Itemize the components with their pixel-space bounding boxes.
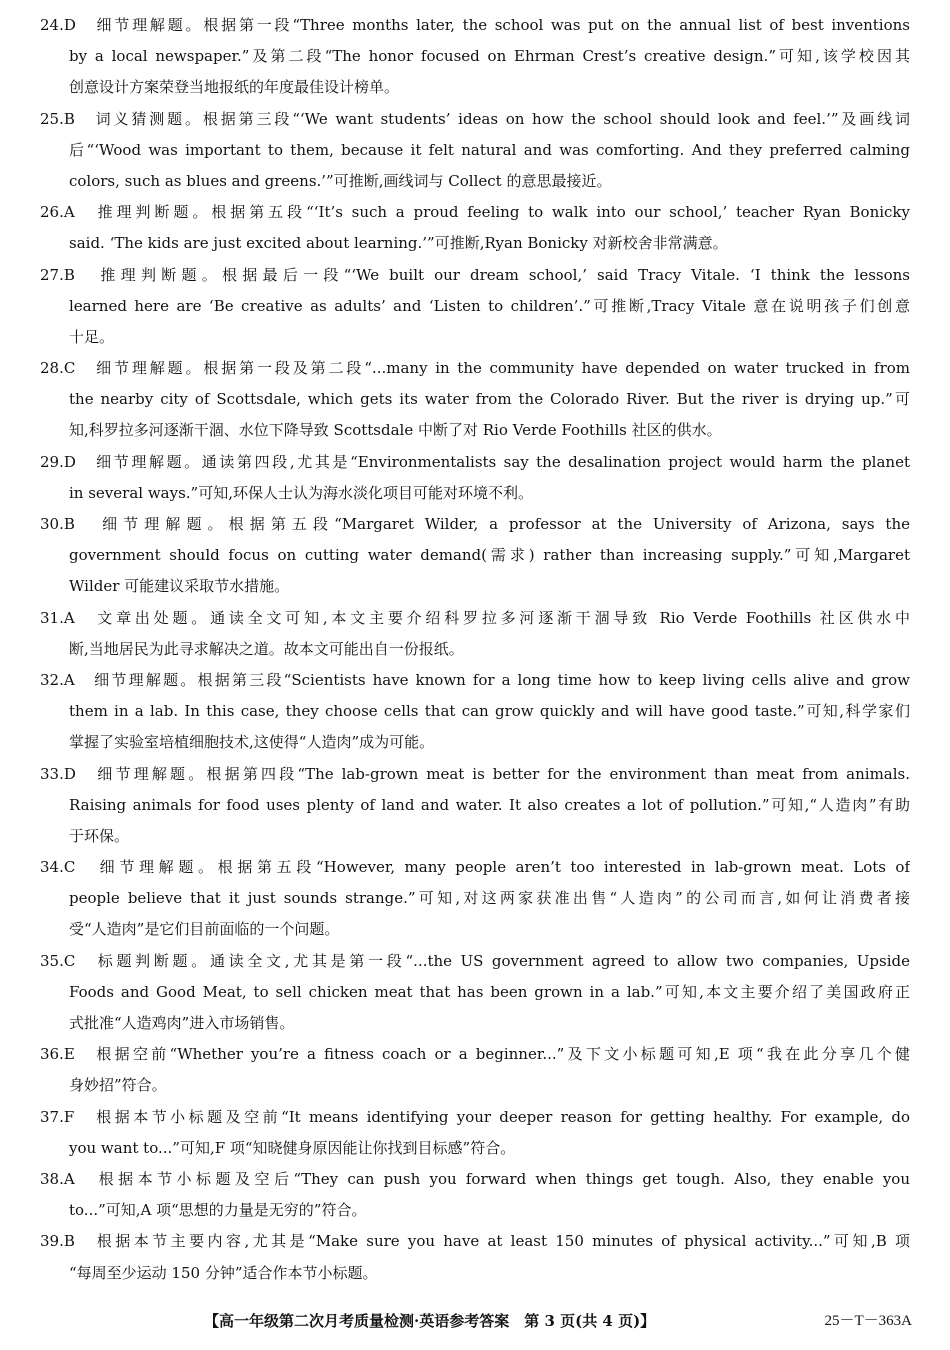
- answer-line: said. ‘The kids are just excited about learning.’”可推断,Ryan Bonicky 对新校舍非常满意。: [69, 234, 728, 253]
- answer-line-first: 38.A 根据本节小标题及空后“They can push you forward when things get tough. Also, they enable you: [40, 1169, 910, 1188]
- footer-document-code: 25－T－363A: [824, 1313, 912, 1329]
- answer-line: 后“‘Wood was important to them, because it felt natural and was comforting. And they preferred calming: [69, 140, 910, 159]
- answer-line-first: 26.A 推理判断题。根据第五段“‘It’s such a proud feeling to walk into our school,’ teacher Ryan Bonicky: [40, 203, 910, 222]
- answer-line: 于环保。: [69, 826, 130, 845]
- answer-line: 断,当地居民为此寻求解决之道。故本文可能出自一份报纸。: [69, 639, 464, 658]
- answer-line: colors, such as blues and greens.’”可推断,画线词与 Collect 的意思最接近。: [69, 171, 612, 190]
- answer-line-first: 34.C 细节理解题。根据第五段“However, many people aren’t too interested in lab-grown meat. Lots of: [40, 858, 910, 877]
- answer-line: 掌握了实验室培植细胞技术,这使得“人造肉”成为可能。: [69, 733, 435, 752]
- answer-line: by a local newspaper.”及第二段“The honor focused on Ehrman Crest’s creative design.”可知,该学校因其: [69, 47, 910, 66]
- answer-line: 十足。: [69, 327, 115, 346]
- answer-item: [40, 10, 910, 104]
- answer-line: “每周至少运动 150 分钟”适合作本节小标题。: [69, 1263, 378, 1282]
- answer-line: 式批准“人造鸡肉”进入市场销售。: [69, 1014, 295, 1032]
- answer-item: [40, 260, 910, 354]
- answer-line: learned here are ‘Be creative as adults’ and ‘Listen to children’.”可推断,Tracy Vitale 意在说明孩子们创意: [69, 296, 910, 315]
- answer-line-first: 36.E 根据空前“Whether you’re a fitness coach or a beginner...”及下文小标题可知,E 项“我在此分享几个健: [40, 1045, 910, 1064]
- answer-line-first: 29.D 细节理解题。通读第四段,尤其是“Environmentalists say the desalination project would harm the planet: [40, 452, 910, 471]
- answer-line: 创意设计方案荣登当地报纸的年度最佳设计榜单。: [69, 78, 400, 97]
- answer-item: [40, 1039, 910, 1101]
- answer-item: [40, 946, 910, 1040]
- page-footer: [0, 1306, 950, 1336]
- answer-item: [40, 447, 910, 509]
- answer-line: to...”可知,A 项“思想的力量是无穷的”符合。: [69, 1201, 367, 1220]
- answer-line: in several ways.”可知,环保人士认为海水淡化项目可能对环境不利。: [69, 483, 533, 502]
- answer-line: 受“人造肉”是它们目前面临的一个问题。: [69, 920, 340, 939]
- answer-line-first: 35.C 标题判断题。通读全文,尤其是第一段“...the US government agreed to allow two companies, Upside: [40, 951, 910, 970]
- answer-item: [40, 852, 910, 946]
- answer-list: [40, 10, 910, 1289]
- answer-line-first: 27.B 推理判断题。根据最后一段“‘We built our dream school,’ said Tracy Vitale. ‘I think the lessons: [40, 265, 910, 284]
- answer-line: government should focus on cutting water demand(需求) rather than increasing supply.”可知,Margaret: [69, 546, 910, 565]
- answer-line-first: 28.C 细节理解题。根据第一段及第二段“...many in the community have depended on water trucked in from: [40, 359, 910, 378]
- answer-line-first: 31.A 文章出处题。通读全文可知,本文主要介绍科罗拉多河逐渐干涸导致 Rio Verde Foothills 社区供水中: [40, 608, 910, 627]
- answer-line-first: 37.F 根据本节小标题及空前“It means identifying your deeper reason for getting healthy. For example, do: [40, 1107, 910, 1126]
- answer-line-first: 33.D 细节理解题。根据第四段“The lab-grown meat is better for the environment than meat from animals.: [40, 764, 910, 783]
- answer-item: [40, 1226, 910, 1288]
- answer-item: [40, 603, 910, 665]
- answer-item: [40, 1102, 910, 1164]
- answer-line: Wilder 可能建议采取节水措施。: [69, 577, 290, 596]
- answer-line: you want to...”可知,F 项“知晓健身原因能让你找到目标感”符合。: [69, 1138, 516, 1157]
- answer-item: [40, 104, 910, 198]
- answer-line-first: 25.B 词义猜测题。根据第三段“‘We want students’ ideas on how the school should look and feel.’”及画线词: [40, 109, 910, 128]
- answer-line: 身妙招”符合。: [69, 1076, 167, 1095]
- answer-line: 知,科罗拉多河逐渐干涸、水位下降导致 Scottsdale 中断了对 Rio Verde Foothills 社区的供水。: [69, 421, 722, 440]
- footer-title: 【高一年级第二次月考质量检测·英语参考答案 第 3 页(共 4 页)】: [204, 1312, 656, 1330]
- answer-line-first: 32.A 细节理解题。根据第三段“Scientists have known for a long time how to keep living cells alive and grow: [40, 670, 910, 689]
- answer-line: people believe that it just sounds strange.”可知,对这两家获准出售“人造肉”的公司而言,如何让消费者接: [69, 889, 910, 908]
- answer-line-first: 39.B 根据本节主要内容,尤其是“Make sure you have at least 150 minutes of physical activity...”可知,B 项: [40, 1232, 910, 1251]
- answer-line: Raising animals for food uses plenty of land and water. It also creates a lot of pollution.”可知,“人造肉”有助: [69, 795, 910, 814]
- answer-line: Foods and Good Meat, to sell chicken meat that has been grown in a lab.”可知,本文主要介绍了美国政府正: [69, 982, 910, 1001]
- answer-line-first: 24.D 细节理解题。根据第一段“Three months later, the school was put on the annual list of best inventions: [40, 16, 910, 34]
- answer-line-first: 30.B 细节理解题。根据第五段“Margaret Wilder, a professor at the University of Arizona, says the: [40, 515, 910, 533]
- answer-item: [40, 1164, 910, 1226]
- answer-line: them in a lab. In this case, they choose cells that can grow quickly and will have good taste.”可知,科学家们: [69, 702, 910, 721]
- answer-item: [40, 197, 910, 259]
- answer-item: [40, 353, 910, 447]
- answer-item: [40, 665, 910, 759]
- answer-item: [40, 509, 910, 603]
- answer-item: [40, 759, 910, 853]
- answer-line: the nearby city of Scottsdale, which gets its water from the Colorado River. But the river is drying up.”可: [69, 390, 910, 409]
